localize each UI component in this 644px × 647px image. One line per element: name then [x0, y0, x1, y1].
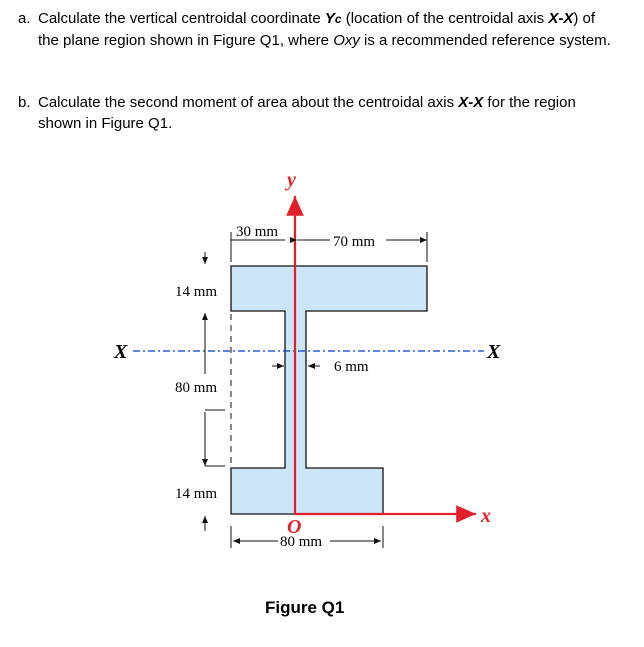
- question-b-text-2: for the region shown in Figure Q1.: [38, 94, 576, 132]
- label-centroid-right: X: [487, 341, 501, 363]
- yc-subscript: c: [334, 12, 342, 26]
- yc-symbol: Y: [324, 10, 335, 27]
- figure-caption: Figure Q1: [265, 598, 345, 617]
- question-b-axis: X-X: [458, 94, 484, 111]
- question-b-text-1: Calculate the second moment of area about the centroidal axis: [38, 94, 459, 111]
- label-y-axis: y: [287, 169, 296, 191]
- question-a-axis: X-X: [548, 10, 574, 27]
- label-80mm-bottom: 80 mm: [280, 534, 323, 550]
- label-6mm: 6 mm: [334, 359, 369, 375]
- question-b-letter: b.: [18, 94, 31, 111]
- question-a-oxy: Oxy: [333, 32, 360, 49]
- question-a-letter: a.: [18, 10, 31, 27]
- i-section-shape: [231, 266, 427, 514]
- question-a-text-4: is a recommended reference system.: [359, 32, 611, 49]
- label-origin: O: [287, 516, 302, 538]
- label-x-axis: x: [481, 505, 491, 527]
- question-a-text-1: Calculate the vertical centroidal coordinate: [38, 10, 325, 27]
- label-14mm-top: 14 mm: [175, 284, 218, 300]
- label-centroid-left: X: [114, 341, 128, 363]
- question-a-text-2: (location of the centroidal axis: [341, 10, 549, 27]
- question-a-text-3: ) of the plane region shown in Figure Q1, where: [38, 10, 596, 49]
- label-14mm-bottom: 14 mm: [175, 486, 218, 502]
- label-70mm: 70 mm: [333, 234, 376, 250]
- label-80mm-web: 80 mm: [175, 380, 218, 396]
- label-30mm: 30 mm: [236, 224, 279, 240]
